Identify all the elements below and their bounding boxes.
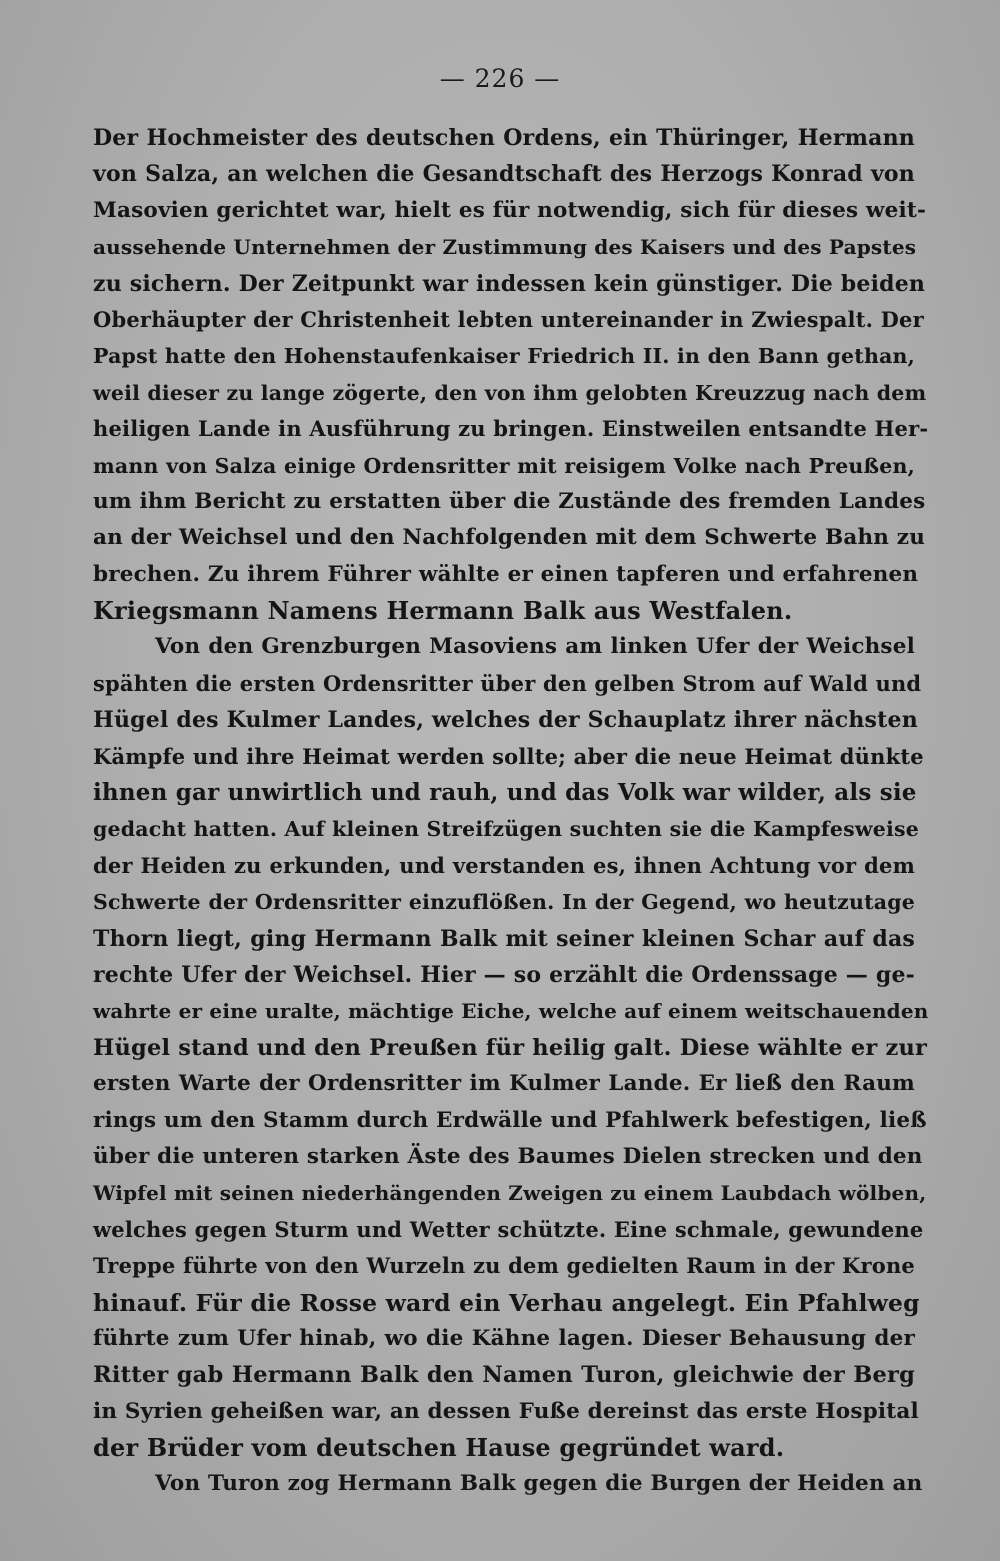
text-line: welches gegen Sturm und Wetter schützte. Eine schmale, gewundene [93,1216,924,1242]
text-line: aussehende Unternehmen der Zustimmung des Kaisers und des Papstes [93,235,917,260]
text-line: gedacht hatten. Auf kleinen Streifzügen suchten sie die Kampfesweise [93,817,919,842]
text-line: Kämpfe und ihre Heimat werden sollte; aber die neue Heimat dünkte [93,743,924,769]
text-line: ihnen gar unwirtlich und rauh, und das Volk war wilder, als sie [93,779,917,807]
paragraph-start-line: Von den Grenzburgen Masoviens am linken Ufer der Weichsel [155,634,915,660]
text-line: Wipfel mit seinen niederhängenden Zweigen zu einem Laubdach wölben, [93,1181,927,1206]
text-line: Der Hochmeister des deutschen Ordens, ein Thüringer, Hermann [93,125,915,151]
text-line: zu sichern. Der Zeitpunkt war indessen kein günstiger. Die beiden [93,270,926,297]
page-number: — 226 — [439,64,561,93]
text-line: ersten Warte der Ordensritter im Kulmer Lande. Er ließ den Raum [93,1071,915,1097]
text-line: von Salza, an welchen die Gesandtschaft des Herzogs Konrad von [93,161,915,188]
text-line: wahrte er eine uralte, mächtige Eiche, welche auf einem weitschauenden [93,999,929,1024]
text-line: rechte Ufer der Weichsel. Hier — so erzählt die Ordenssage — ge- [93,961,915,988]
text-line: Kriegsmann Namens Hermann Balk aus Westfalen. [93,596,793,626]
text-line: Ritter gab Hermann Balk den Namen Turon, gleichwie der Berg [93,1362,915,1389]
text-line: führte zum Ufer hinab, wo die Kähne lagen. Dieser Behausung der [93,1325,915,1351]
text-line: Oberhäupter der Christenheit lebten untereinander in Zwiespalt. Der [93,306,924,332]
text-line: der Heiden zu erkunden, und verstanden es, ihnen Achtung vor dem [93,852,915,878]
text-line: brechen. Zu ihrem Führer wählte er einen tapferen und erfahrenen [93,561,919,587]
text-line: Hügel des Kulmer Landes, welches der Schauplatz ihrer nächsten [93,707,918,734]
text-line: rings um den Stamm durch Erdwälle und Pfahlwerk befestigen, ließ [93,1107,927,1133]
text-line: in Syrien geheißen war, an dessen Fuße dereinst das erste Hospital [93,1398,919,1424]
text-line: mann von Salza einige Ordensritter mit reisigem Volke nach Preußen, [93,453,915,478]
paragraph-start-line: Von Turon zog Hermann Balk gegen die Burgen der Heiden an [155,1471,923,1497]
text-line: der Brüder vom deutschen Hause gegründet ward. [93,1433,785,1463]
text-line: Thorn liegt, ging Hermann Balk mit seiner kleinen Schar auf das [93,925,915,952]
text-line: Masovien gerichtet war, hielt es für notwendig, sich für dieses weit- [93,197,927,223]
text-line: Treppe führte von den Wurzeln zu dem gedielten Raum in der Krone [93,1253,915,1279]
text-line: hinauf. Für die Rosse ward ein Verhau angelegt. Ein Pfahlweg [93,1288,920,1317]
text-line: weil dieser zu lange zögerte, den von ihm gelobten Kreuzzug nach dem [93,380,927,405]
text-line: Schwerte der Ordensritter einzuflößen. In der Gegend, wo heutzutage [93,890,915,915]
text-line: spähten die ersten Ordensritter über den gelben Strom auf Wald und [93,670,922,696]
body-text [93,120,929,1503]
text-line: heiligen Lande in Ausführung zu bringen. Einstweilen entsandte Her- [93,416,929,442]
text-line: über die unteren starken Äste des Baumes Dielen strecken und den [93,1143,923,1169]
text-line: Hügel stand und den Preußen für heilig galt. Diese wählte er zur [93,1034,928,1061]
text-line: um ihm Bericht zu erstatten über die Zustände des fremden Landes [93,488,926,514]
text-line: Papst hatte den Hohenstaufenkaiser Friedrich II. in den Bann gethan, [93,344,915,369]
text-line: an der Weichsel und den Nachfolgenden mit dem Schwerte Bahn zu [93,525,926,551]
